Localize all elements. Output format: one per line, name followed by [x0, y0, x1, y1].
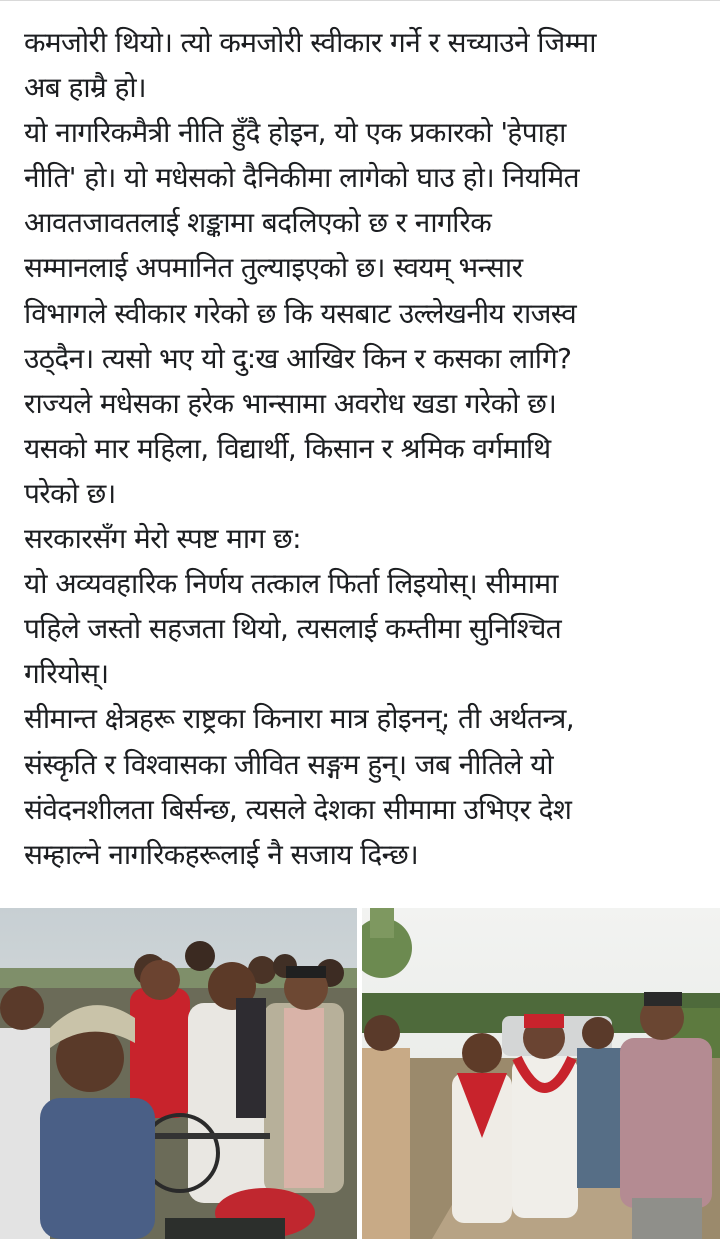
post-text-line: गरियोस्। [24, 657, 109, 691]
post-body-text [24, 20, 704, 877]
post-text-line: आवतजावतलाई शङ्कामा बदलिएको छ र नागरिक [24, 206, 492, 240]
post-text-line: सरकारसँग मेरो स्पष्ट माग छ: [24, 522, 301, 556]
post-text-line: यो अव्यवहारिक निर्णय तत्काल फिर्ता लिइयोस्। सीमामा [24, 567, 558, 601]
photo-grid [0, 908, 720, 1239]
post-text-line: नीति' हो। यो मधेसको दैनिकीमा लागेको घाउ हो। नियमित [24, 161, 580, 195]
top-divider [0, 0, 720, 1]
post-text-line: यसको मार महिला, विद्यार्थी, किसान र श्रमिक वर्गमाथि [24, 431, 551, 465]
post-text-line: परेको छ। [24, 476, 116, 510]
post-text-line: राज्यले मधेसका हरेक भान्सामा अवरोध खडा गरेको छ। [24, 386, 557, 420]
photo-group-walking[interactable] [362, 908, 720, 1239]
post-text-line: संवेदनशीलता बिर्सन्छ, त्यसले देशका सीमामा उभिएर देश [24, 792, 572, 826]
post-text-line: सीमान्त क्षेत्रहरू राष्ट्रका किनारा मात्र होइनन्; ती अर्थतन्त्र, [24, 702, 575, 736]
post-text-line: अब हाम्रै हो। [24, 71, 146, 105]
post-text-line: संस्कृति र विश्वासका जीवित सङ्गम हुन्। जब नीतिले यो [24, 747, 554, 781]
post-text-line: पहिले जस्तो सहजता थियो, त्यसलाई कम्तीमा सुनिश्चित [24, 612, 562, 646]
post-text-line: उठ्दैन। त्यसो भए यो दु:ख आखिर किन र कसका लागि? [24, 341, 572, 375]
post-text-line: सम्हाल्ने नागरिकहरूलाई नै सजाय दिन्छ। [24, 837, 419, 871]
post-text-line: सम्मानलाई अपमानित तुल्याइएको छ। स्वयम् भन्सार [24, 251, 523, 285]
post-text-line: विभागले स्वीकार गरेको छ कि यसबाट उल्लेखनीय राजस्व [24, 296, 577, 330]
photo-crowd-gathering[interactable] [0, 908, 357, 1239]
post-text-line: कमजोरी थियो। त्यो कमजोरी स्वीकार गर्ने र सच्याउने जिम्मा [24, 26, 596, 59]
post-text-line: यो नागरिकमैत्री नीति हुँदै होइन, यो एक प्रकारको 'हेपाहा [24, 116, 566, 150]
